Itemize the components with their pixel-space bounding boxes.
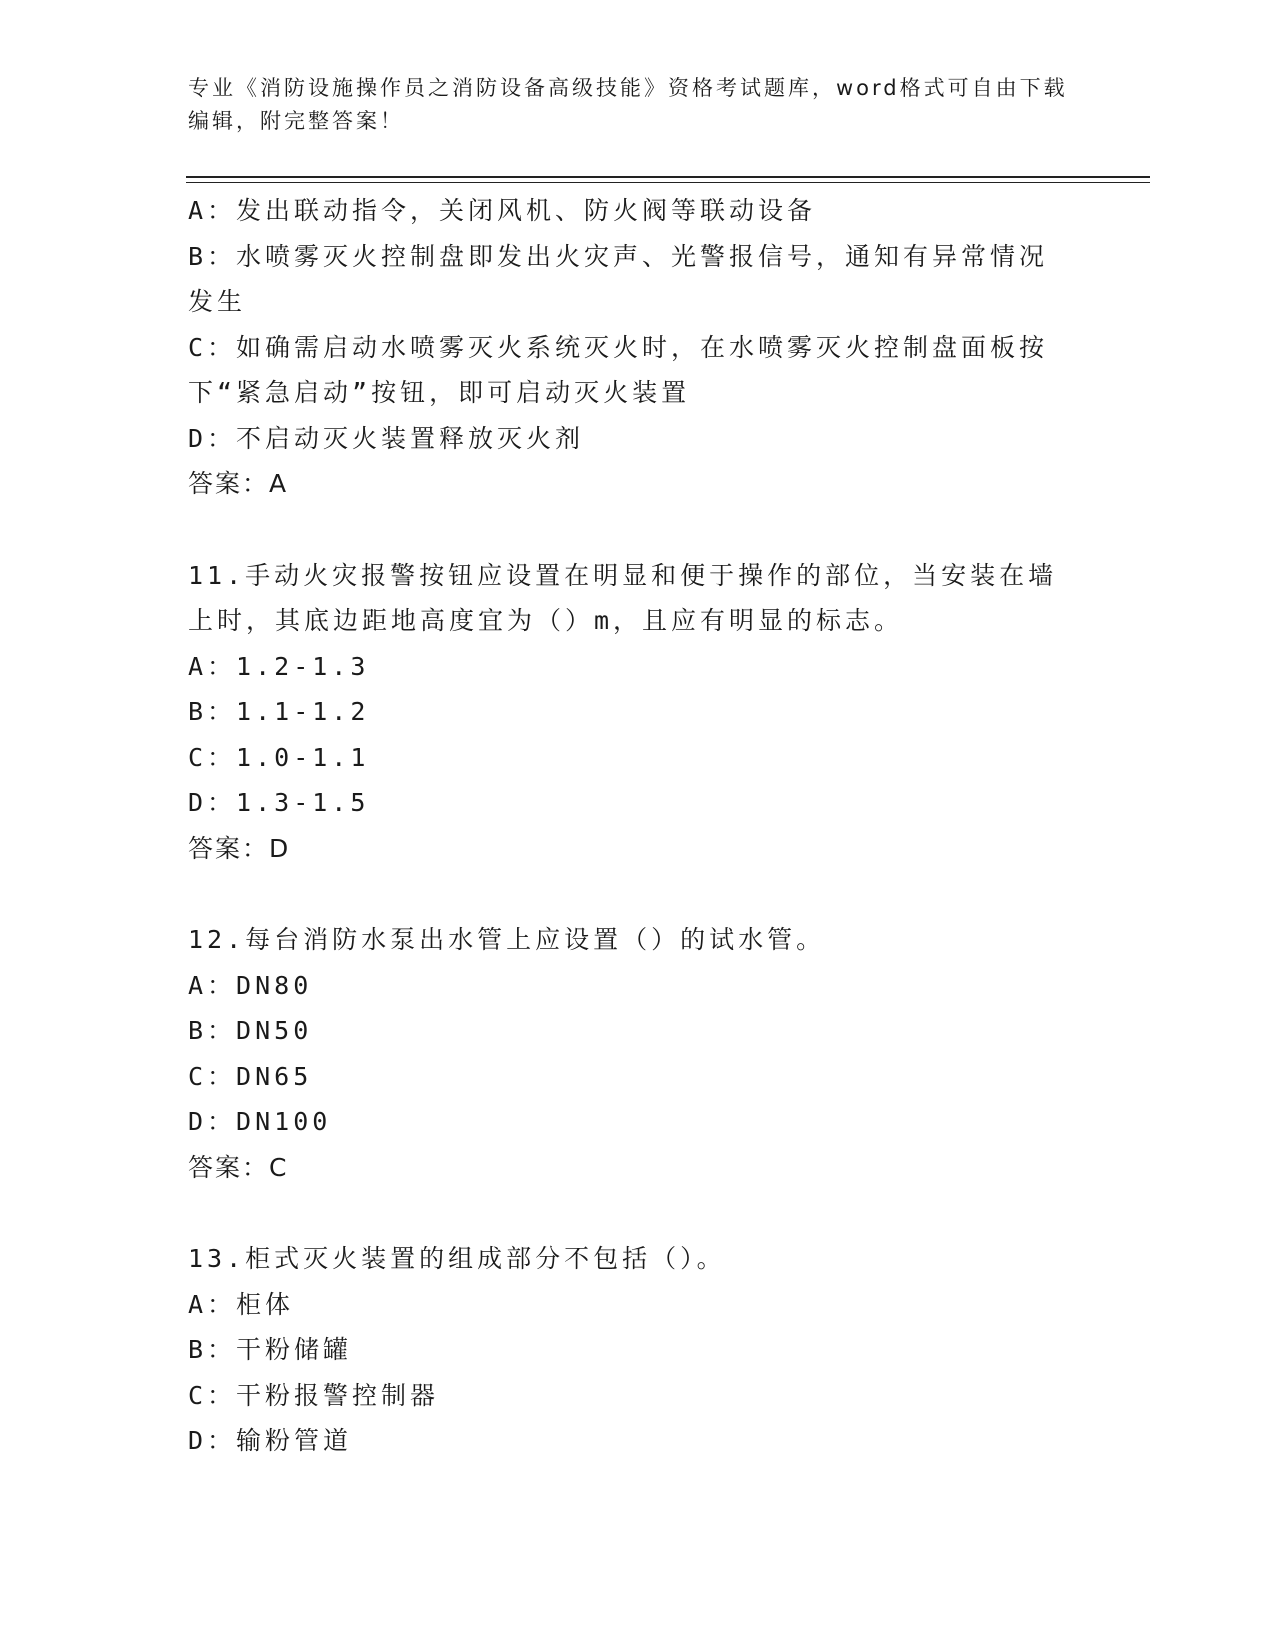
question-13 [188, 1236, 1068, 1464]
answer-line: 答案：C [188, 1152, 289, 1182]
option-b: B：水喷雾灭火控制盘即发出火灾声、光警报信号，通知有异常情况发生 [188, 241, 1049, 316]
question-content [188, 188, 1068, 1464]
option-b: B：DN50 [188, 1016, 313, 1045]
question-stem: 12.每台消防水泵出水管上应设置（）的试水管。 [188, 925, 826, 954]
prev-question-block [188, 188, 1068, 507]
option-a: A：DN80 [188, 970, 313, 1000]
answer-line: 答案：A [188, 469, 289, 498]
option-a: A：1.2-1.3 [188, 651, 370, 681]
option-d: D：输粉管道 [188, 1426, 353, 1455]
question-12 [188, 917, 1068, 1190]
option-a: A：发出联动指令，关闭风机、防火阀等联动设备 [188, 196, 817, 225]
question-11 [188, 553, 1068, 872]
option-c: C：干粉报警控制器 [188, 1380, 440, 1410]
option-c: C：DN65 [188, 1061, 313, 1091]
option-b: B：1.1-1.2 [188, 697, 370, 726]
header-divider-thin [186, 182, 1150, 183]
option-d: D：DN100 [188, 1107, 332, 1136]
option-a: A：柜体 [188, 1289, 295, 1319]
option-b: B：干粉储罐 [188, 1335, 353, 1364]
document-header [188, 72, 1068, 138]
answer-line: 答案：D [188, 833, 291, 863]
header-divider-thick [186, 176, 1150, 178]
question-stem: 11.手动火灾报警按钮应设置在明显和便于操作的部位，当安装在墙上时，其底边距地高度宜为（）m，且应有明显的标志。 [188, 560, 1058, 635]
question-stem: 13.柜式灭火装置的组成部分不包括（）。 [188, 1244, 726, 1273]
option-c: C：如确需启动水喷雾灭火系统灭火时，在水喷雾灭火控制盘面板按下“紧急启动”按钮，即可启动灭火装置 [188, 332, 1049, 407]
option-d: D：不启动灭火装置释放灭火剂 [188, 423, 585, 453]
header-text: 专业《消防设施操作员之消防设备高级技能》资格考试题库，word格式可自由下载编辑，附完整答案！ [188, 76, 1068, 133]
option-c: C：1.0-1.1 [188, 742, 370, 772]
option-d: D：1.3-1.5 [188, 788, 370, 817]
